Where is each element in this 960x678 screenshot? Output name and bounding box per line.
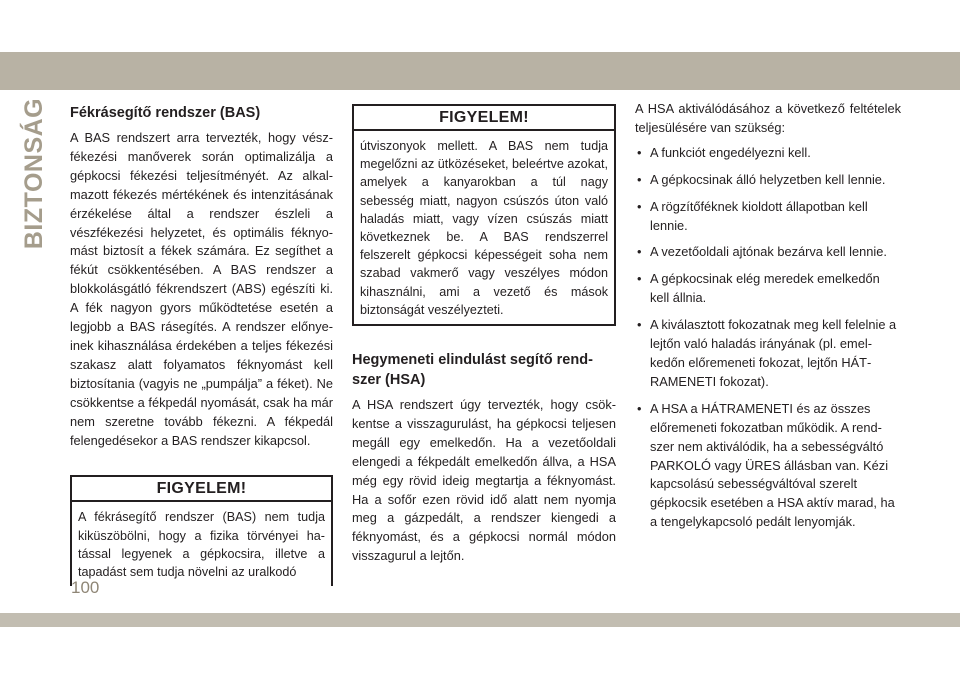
hsa-paragraph: A HSA rendszert úgy tervezték, hogy csökkentse a visszagurulást, ha gépkocsi teljesen megáll egy emelkedőn. Ha a vezetőoldali elengedi a fékpedált emelkedőn állva, a HSA még egy rövid ideig megtartja a féknyomást. Ha a sofőr ezen rövid idő alatt nem nyomja meg a gázpedált, a rendszer kiengedi a féknyomást, és a gépkocsi normál módon visszagurul a lejtőn. xyxy=(352,397,616,564)
section-heading-bas: Fékrásegítő rendszer (BAS) xyxy=(70,105,261,121)
column-3 xyxy=(635,100,901,540)
column-2 xyxy=(352,100,616,566)
warning-title-2: FIGYELEM! xyxy=(354,106,614,131)
list-item: • A kiválasztott fokozatnak meg kell felelnie a lejtőn való haladás irányának (pl. emelkedőn előremeneti fokozat, lejtőn HÁTRAMENETI fokozat). xyxy=(635,316,901,392)
warning-text-1: A fékrásegítő rendszer (BAS) nem tudja kiküszöbölni, hogy a fizika törvényei hatással legyenek a gépkocsira, illetve a tapadást sem tudja növelni az uralkodó xyxy=(78,510,325,580)
section-side-label-text: BIZTONSÁG xyxy=(20,97,49,249)
list-item: • A gépkocsinak elég meredek emelkedőn kell állnia. xyxy=(635,270,901,308)
column-1 xyxy=(70,100,333,586)
warning-box-1 xyxy=(70,475,333,586)
warning-box-2 xyxy=(352,104,616,326)
footer-band xyxy=(0,613,960,627)
warning-title-1: FIGYELEM! xyxy=(72,477,331,502)
warning-text-2: útviszonyok mellett. A BAS nem tudja megelőzni az ütközéseket, beleértve azokat, amelyek a kanyarokban a túl nagy sebesség miatt, nagyon csúszós úton való haladás miatt, vagy vízen csúszás miatt következnek be. A BAS rendszerrel felszerelt gépkocsi képességeit soha nem szabad vakmerő vagy veszélyes módon kihasználni, ami a vezető és mások biztonságát veszélyezteti. xyxy=(360,139,608,317)
list-item: • A funkciót engedélyezni kell. xyxy=(635,144,901,163)
hsa-conditions-list xyxy=(635,144,901,532)
section-side-label xyxy=(20,97,49,249)
page-number: 100 xyxy=(71,578,100,597)
hsa-conditions-intro: A HSA aktiválódásához a következő feltételek teljesülésére van szükség: xyxy=(635,101,901,135)
list-item: • A rögzítőféknek kioldott állapotban kell lennie. xyxy=(635,198,901,236)
bas-paragraph: A BAS rendszert arra tervezték, hogy vészfékezési manőverek során optimalizálja a gépkocsi fékezési teljesítményét. Az alkalmazott fékezés mértékének és intenzitásának érzékelése által a rendszer észleli a vészfékezési helyzetet, és optimális féknyomást biztosít a fékek számára. Ez segíthet a fékút csökkentésében. A BAS rendszer a blokkolásgátló fékrendszert (ABS) egészíti ki. A fék nagyon gyors működtetése esetén a legjobb a BAS rásegítés. A rendszer előnyeinek kihasználása érdekében a teljes fékezési szakasz alatt folyamatos féknyomást kell biztosítania (vagyis ne „pumpálja” a féket). Ne csökkentse a fékpedál nyomását, csak ha már nem szeretne tovább fékezni. A fékpedál felengedésekor a BAS rendszer kikapcsol. xyxy=(70,130,333,448)
section-heading-hsa: Hegymeneti elindulást segítő rendszer (HSA) xyxy=(352,352,593,389)
header-band xyxy=(0,52,960,90)
list-item: • A vezetőoldali ajtónak bezárva kell lennie. xyxy=(635,243,901,262)
list-item: • A gépkocsinak álló helyzetben kell lennie. xyxy=(635,171,901,190)
list-item: • A HSA a HÁTRAMENETI és az összes előremeneti fokozatban működik. A rendszer nem aktiválódik, ha a sebességváltó PARKOLÓ vagy ÜRES állásban van. Kézi kapcsolású sebességváltóval szerelt gépkocsik esetében a HSA aktív marad, ha a tengelykapcsoló pedált lenyomják. xyxy=(635,400,901,532)
